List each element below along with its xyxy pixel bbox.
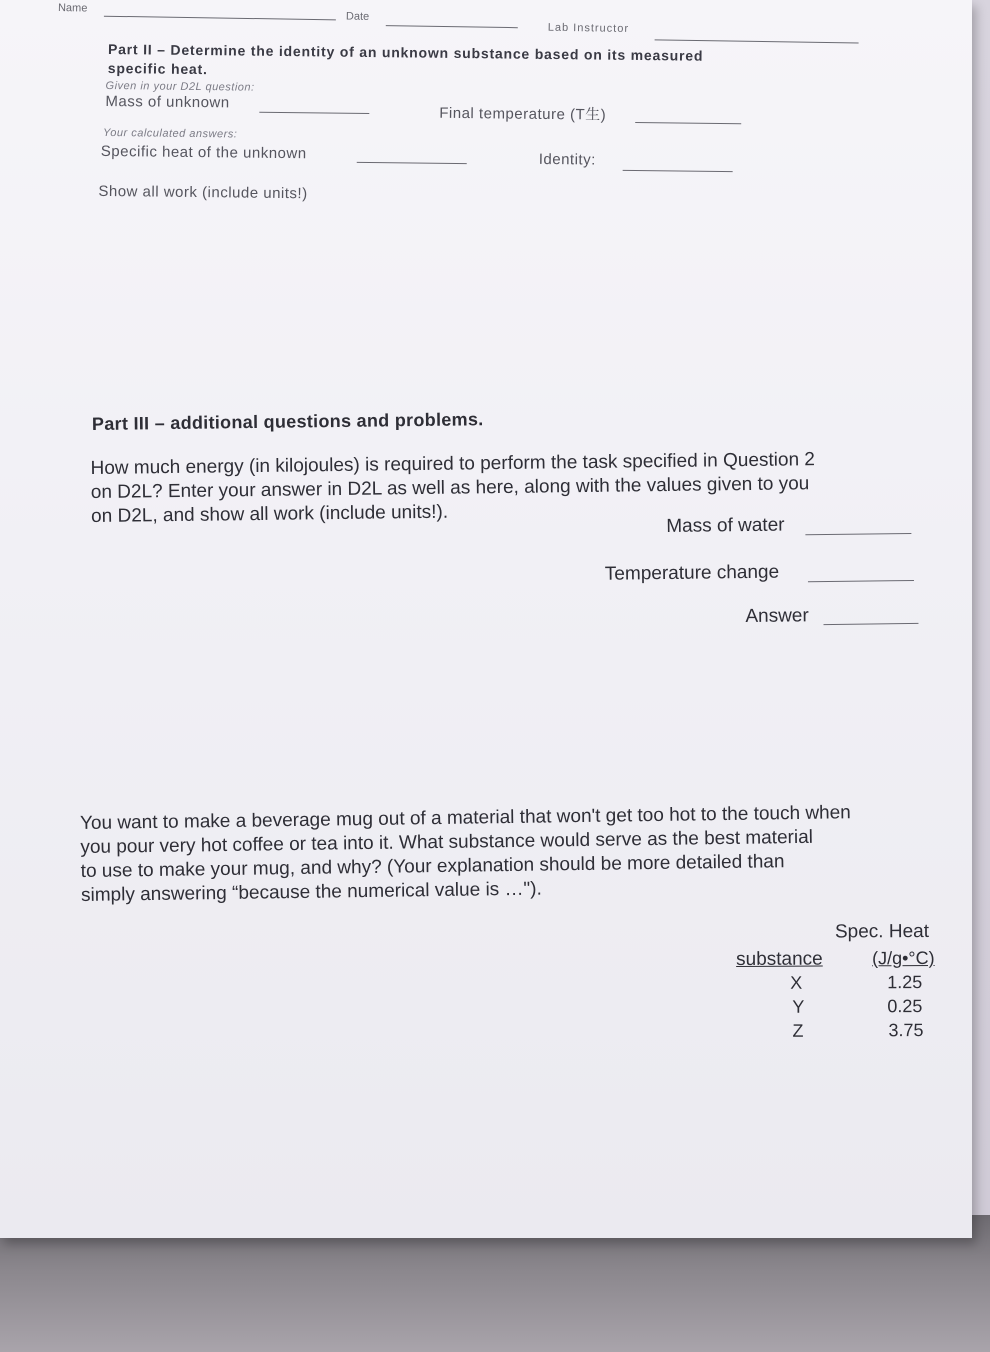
identity-label: Identity: — [538, 150, 596, 169]
table-row-substance: X — [790, 972, 803, 993]
table-row-value: 1.25 — [887, 972, 923, 993]
calculated-answers-label: Your calculated answers: — [102, 126, 238, 141]
energy-question-line2: on D2L? Enter your answer in D2L as well as here, along with the values given to you — [90, 473, 810, 504]
final-temperature-label: Final temperature (T⽣) — [439, 104, 607, 124]
table-header-spec-heat: Spec. Heat — [834, 920, 930, 943]
table-row-substance: Y — [792, 996, 805, 1017]
part-three-title: Part III – additional questions and problems. — [91, 409, 484, 434]
energy-question-line1: How much energy (in kilojoules) is required to perform the task specified in Question 2 — [90, 449, 816, 480]
part-two-title-line1: Part II – Determine the identity of an unknown substance based on its measured — [107, 41, 704, 64]
lab-instructor-label: Lab Instructor — [547, 21, 630, 35]
name-label: Name — [57, 1, 88, 15]
table-row-substance: Z — [792, 1020, 804, 1041]
mug-question-line4: simply answering “because the numerical value is …"). — [80, 878, 542, 906]
show-work-instruction: Show all work (include units!) — [98, 182, 308, 203]
mug-question-line2: you pour very hot coffee or tea into it. What substance would serve as the best material — [80, 826, 814, 858]
mass-unknown-label: Mass of unknown — [105, 92, 230, 112]
table-header-units: (J/g•°C) — [872, 947, 935, 969]
table-header-substance: substance — [736, 948, 823, 970]
part-two-title-line2: specific heat. — [107, 59, 208, 78]
answer-label: Answer — [745, 605, 809, 628]
mug-question-line3: to use to make your mug, and why? (Your explanation should be more detailed than — [80, 851, 785, 882]
energy-question-line3: on D2L, and show all work (include units!). — [90, 501, 449, 528]
temperature-change-label: Temperature change — [604, 561, 780, 585]
mass-water-label: Mass of water — [666, 514, 785, 537]
given-label: Given in your D2L question: — [105, 79, 255, 94]
specific-heat-label: Specific heat of the unknown — [100, 142, 307, 163]
table-row-value: 3.75 — [888, 1020, 924, 1041]
date-label: Date — [345, 10, 370, 23]
mug-question-line1: You want to make a beverage mug out of a material that won't get too hot to the touch when — [79, 802, 851, 834]
table-row-value: 0.25 — [887, 996, 923, 1017]
